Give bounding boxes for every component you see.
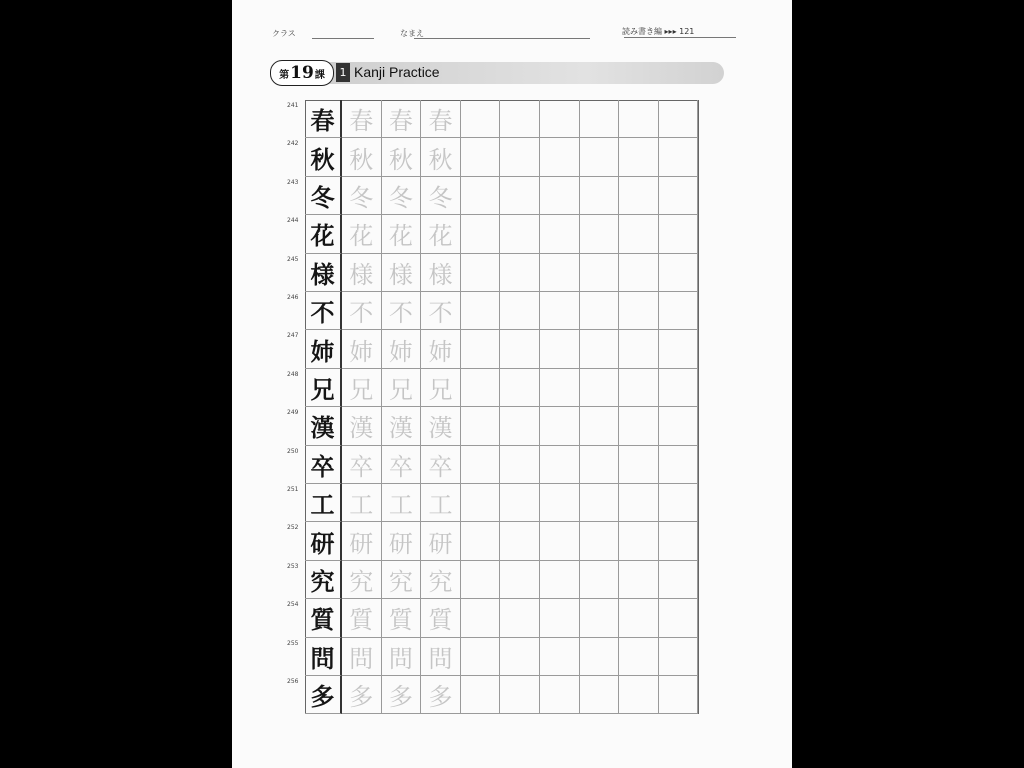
kanji-row: [287, 100, 699, 138]
kanji-row: [287, 330, 699, 368]
model-kanji: 質: [305, 599, 342, 637]
trace-kanji: 冬: [382, 177, 422, 215]
practice-cell[interactable]: [461, 522, 501, 560]
kanji-number: 242: [287, 140, 299, 148]
practice-cell[interactable]: [580, 100, 620, 138]
trace-kanji: 研: [421, 522, 461, 560]
practice-cell[interactable]: [659, 638, 699, 676]
trace-kanji: 冬: [421, 177, 461, 215]
practice-cell[interactable]: [500, 638, 540, 676]
practice-cell[interactable]: [540, 100, 580, 138]
kanji-row: [287, 138, 699, 176]
trace-kanji: 研: [342, 522, 382, 560]
practice-cell[interactable]: [619, 638, 659, 676]
kanji-number: 247: [287, 332, 299, 340]
name-field[interactable]: [414, 38, 590, 39]
practice-cell[interactable]: [540, 484, 580, 522]
practice-cell[interactable]: [540, 330, 580, 368]
practice-cell[interactable]: [659, 561, 699, 599]
practice-cell[interactable]: [580, 369, 620, 407]
trace-kanji: 工: [382, 484, 422, 522]
practice-cell[interactable]: [619, 177, 659, 215]
practice-cell[interactable]: [461, 330, 501, 368]
practice-cell[interactable]: [580, 138, 620, 176]
model-kanji: 不: [305, 292, 342, 330]
kanji-number: 253: [287, 562, 299, 570]
practice-cell[interactable]: [619, 254, 659, 292]
practice-cell[interactable]: [540, 599, 580, 637]
trace-kanji: 花: [421, 215, 461, 253]
trace-kanji: 花: [342, 215, 382, 253]
trace-kanji: 不: [382, 292, 422, 330]
practice-cell[interactable]: [461, 369, 501, 407]
practice-cell[interactable]: [540, 369, 580, 407]
practice-cell[interactable]: [500, 254, 540, 292]
practice-cell[interactable]: [500, 330, 540, 368]
kanji-row: [287, 638, 699, 676]
kanji-number: 254: [287, 601, 299, 609]
practice-cell[interactable]: [461, 407, 501, 445]
practice-cell[interactable]: [580, 484, 620, 522]
trace-kanji: 究: [342, 561, 382, 599]
trace-kanji: 問: [342, 638, 382, 676]
kanji-row: [287, 599, 699, 637]
kanji-number: 246: [287, 294, 299, 301]
practice-cell[interactable]: [500, 599, 540, 637]
top-bar: [232, 28, 792, 42]
class-label: クラス: [272, 29, 296, 38]
kanji-row: [287, 215, 699, 253]
practice-cell[interactable]: [461, 177, 501, 215]
practice-cell[interactable]: [659, 100, 699, 138]
trace-kanji: 質: [342, 599, 382, 637]
practice-cell[interactable]: [500, 138, 540, 176]
kanji-row: [287, 484, 699, 522]
practice-cell[interactable]: [500, 215, 540, 253]
practice-cell[interactable]: [580, 177, 620, 215]
model-kanji: 工: [305, 484, 342, 522]
practice-cell[interactable]: [461, 599, 501, 637]
practice-cell[interactable]: [500, 407, 540, 445]
lesson-number: 19: [290, 63, 314, 83]
practice-cell[interactable]: [580, 254, 620, 292]
practice-cell[interactable]: [619, 369, 659, 407]
kanji-number: 241: [287, 102, 299, 109]
trace-kanji: 様: [342, 254, 382, 292]
model-kanji: 様: [305, 254, 342, 292]
practice-cell[interactable]: [659, 676, 699, 714]
trace-kanji: 究: [421, 561, 461, 599]
trace-kanji: 秋: [382, 138, 422, 176]
trace-kanji: 秋: [342, 138, 382, 176]
trace-kanji: 不: [421, 292, 461, 330]
practice-cell[interactable]: [540, 561, 580, 599]
practice-cell[interactable]: [659, 215, 699, 253]
practice-cell[interactable]: [619, 599, 659, 637]
trace-kanji: 卒: [382, 446, 422, 484]
kanji-row: [287, 177, 699, 215]
practice-cell[interactable]: [659, 138, 699, 176]
trace-kanji: 姉: [421, 330, 461, 368]
kanji-number: 245: [287, 255, 299, 263]
practice-cell[interactable]: [580, 599, 620, 637]
trace-kanji: 多: [382, 676, 422, 714]
page-reference: 読み書き編 ▸▸▸ 121: [622, 27, 695, 36]
model-kanji: 究: [305, 561, 342, 599]
practice-cell[interactable]: [619, 330, 659, 368]
trace-kanji: 質: [421, 599, 461, 637]
practice-cell[interactable]: [659, 254, 699, 292]
kanji-number: 256: [287, 678, 299, 685]
trace-kanji: 問: [382, 638, 422, 676]
kanji-number: 251: [287, 486, 299, 493]
practice-cell[interactable]: [500, 522, 540, 560]
practice-cell[interactable]: [580, 638, 620, 676]
worksheet-page: [232, 0, 792, 768]
kanji-row: [287, 561, 699, 599]
kanji-row: [287, 446, 699, 484]
practice-cell[interactable]: [619, 100, 659, 138]
kanji-row: [287, 407, 699, 445]
practice-cell[interactable]: [500, 369, 540, 407]
lesson-badge: [270, 60, 334, 86]
practice-cell[interactable]: [659, 484, 699, 522]
trace-kanji: 春: [342, 100, 382, 138]
kanji-number: 250: [287, 447, 299, 455]
practice-cell[interactable]: [659, 369, 699, 407]
trace-kanji: 兄: [421, 369, 461, 407]
practice-cell[interactable]: [580, 330, 620, 368]
practice-cell[interactable]: [659, 446, 699, 484]
section-number: 1: [336, 63, 350, 82]
practice-cell[interactable]: [461, 138, 501, 176]
trace-kanji: 問: [421, 638, 461, 676]
practice-cell[interactable]: [461, 484, 501, 522]
trace-kanji: 冬: [342, 177, 382, 215]
trace-kanji: 研: [382, 522, 422, 560]
practice-cell[interactable]: [659, 407, 699, 445]
kanji-number: 249: [287, 409, 299, 417]
practice-cell[interactable]: [461, 292, 501, 330]
practice-cell[interactable]: [659, 292, 699, 330]
trace-kanji: 工: [342, 484, 382, 522]
practice-cell[interactable]: [619, 292, 659, 330]
practice-cell[interactable]: [619, 138, 659, 176]
practice-cell[interactable]: [540, 254, 580, 292]
kanji-row: [287, 676, 699, 714]
practice-cell[interactable]: [659, 330, 699, 368]
practice-cell[interactable]: [540, 446, 580, 484]
practice-cell[interactable]: [580, 407, 620, 445]
practice-cell[interactable]: [500, 561, 540, 599]
practice-cell[interactable]: [500, 446, 540, 484]
practice-cell[interactable]: [580, 676, 620, 714]
name-label: なまえ: [400, 29, 424, 38]
kanji-number: 248: [287, 370, 299, 378]
trace-kanji: 姉: [382, 330, 422, 368]
practice-cell[interactable]: [461, 215, 501, 253]
trace-kanji: 多: [421, 676, 461, 714]
trace-kanji: 様: [382, 254, 422, 292]
kanji-number: 252: [287, 524, 299, 532]
practice-cell[interactable]: [659, 599, 699, 637]
model-kanji: 春: [305, 100, 342, 138]
trace-kanji: 春: [382, 100, 422, 138]
practice-cell[interactable]: [461, 561, 501, 599]
practice-cell[interactable]: [619, 522, 659, 560]
practice-cell[interactable]: [500, 484, 540, 522]
practice-cell[interactable]: [461, 100, 501, 138]
practice-grid: [287, 100, 699, 714]
kanji-number: 243: [287, 178, 299, 186]
practice-cell[interactable]: [580, 215, 620, 253]
trace-kanji: 卒: [342, 446, 382, 484]
kanji-row: [287, 292, 699, 330]
trace-kanji: 花: [382, 215, 422, 253]
practice-cell[interactable]: [619, 484, 659, 522]
practice-cell[interactable]: [500, 292, 540, 330]
practice-cell[interactable]: [461, 638, 501, 676]
practice-cell[interactable]: [580, 292, 620, 330]
practice-cell[interactable]: [619, 446, 659, 484]
trace-kanji: 漢: [382, 407, 422, 445]
practice-cell[interactable]: [540, 177, 580, 215]
lesson-prefix: 第: [279, 69, 290, 81]
model-kanji: 冬: [305, 177, 342, 215]
trace-kanji: 工: [421, 484, 461, 522]
practice-cell[interactable]: [461, 446, 501, 484]
practice-cell[interactable]: [619, 407, 659, 445]
practice-cell[interactable]: [540, 138, 580, 176]
practice-cell[interactable]: [540, 215, 580, 253]
practice-cell[interactable]: [540, 407, 580, 445]
trace-kanji: 兄: [342, 369, 382, 407]
practice-cell[interactable]: [540, 522, 580, 560]
model-kanji: 花: [305, 215, 342, 253]
practice-cell[interactable]: [580, 522, 620, 560]
trace-kanji: 様: [421, 254, 461, 292]
trace-kanji: 質: [382, 599, 422, 637]
trace-kanji: 姉: [342, 330, 382, 368]
practice-cell[interactable]: [461, 676, 501, 714]
practice-cell[interactable]: [580, 446, 620, 484]
model-kanji: 卒: [305, 446, 342, 484]
trace-kanji: 春: [421, 100, 461, 138]
trace-kanji: 卒: [421, 446, 461, 484]
practice-cell[interactable]: [619, 215, 659, 253]
model-kanji: 漢: [305, 407, 342, 445]
practice-cell[interactable]: [500, 676, 540, 714]
kanji-number: 244: [287, 217, 299, 225]
trace-kanji: 不: [342, 292, 382, 330]
trace-kanji: 秋: [421, 138, 461, 176]
practice-cell[interactable]: [619, 561, 659, 599]
page-reference-rule: [624, 37, 736, 38]
model-kanji: 多: [305, 676, 342, 714]
practice-cell[interactable]: [659, 177, 699, 215]
section-title: Kanji Practice: [354, 64, 440, 80]
model-kanji: 姉: [305, 330, 342, 368]
practice-cell[interactable]: [580, 561, 620, 599]
trace-kanji: 漢: [421, 407, 461, 445]
kanji-number: 255: [287, 639, 299, 647]
model-kanji: 研: [305, 522, 342, 560]
practice-cell[interactable]: [659, 522, 699, 560]
trace-kanji: 兄: [382, 369, 422, 407]
lesson-suffix: 課: [314, 69, 325, 81]
practice-cell[interactable]: [500, 177, 540, 215]
practice-cell[interactable]: [500, 100, 540, 138]
practice-cell[interactable]: [540, 676, 580, 714]
practice-cell[interactable]: [540, 638, 580, 676]
practice-cell[interactable]: [461, 254, 501, 292]
class-field[interactable]: [312, 38, 374, 39]
trace-kanji: 漢: [342, 407, 382, 445]
kanji-row: [287, 522, 699, 560]
model-kanji: 問: [305, 638, 342, 676]
model-kanji: 秋: [305, 138, 342, 176]
lesson-header: [270, 60, 724, 85]
model-kanji: 兄: [305, 369, 342, 407]
kanji-row: [287, 254, 699, 292]
trace-kanji: 多: [342, 676, 382, 714]
practice-cell[interactable]: [540, 292, 580, 330]
trace-kanji: 究: [382, 561, 422, 599]
kanji-row: [287, 369, 699, 407]
practice-cell[interactable]: [619, 676, 659, 714]
